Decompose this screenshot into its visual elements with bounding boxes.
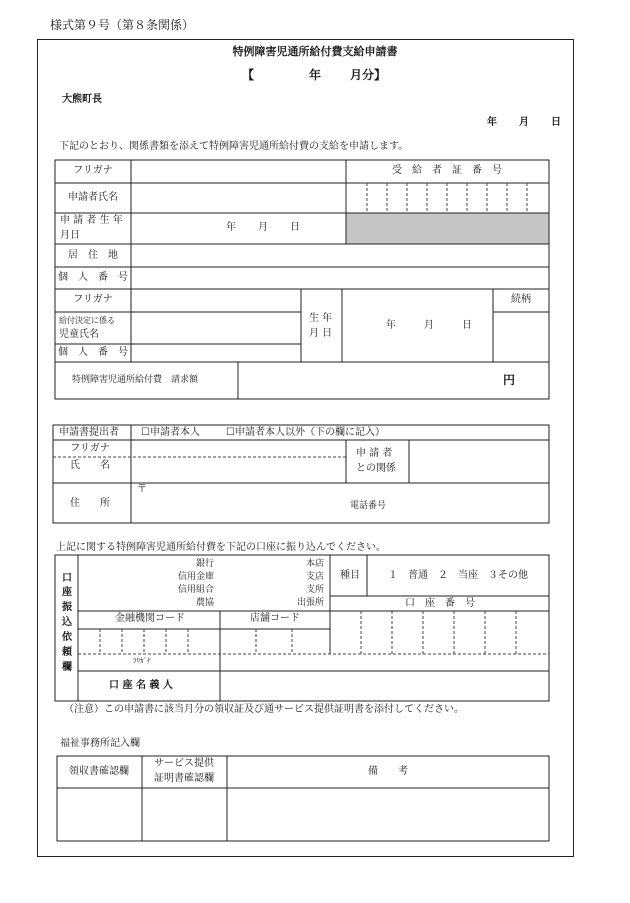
submitter-label: 申請書提出者 xyxy=(59,427,119,438)
bank-side-label-2: 振 xyxy=(62,602,72,613)
applicant-birth-day: 日 xyxy=(290,222,300,233)
office-section-label: 福祉事務所記入欄 xyxy=(60,738,140,749)
form-title: 特例障害児通所給付費支給申請書 xyxy=(232,45,398,58)
intro-text: 下記のとおり、関係書類を添えて特例障害児通所給付費の支給を申請します。 xyxy=(59,141,409,152)
applicant-address-label: 居 住 地 xyxy=(68,250,118,261)
child-relation-label: 続柄 xyxy=(511,294,531,305)
bank-side-label-0: 口 xyxy=(62,573,72,584)
applicant-furigana-label: フリガナ xyxy=(73,165,113,176)
institution-type-shinkin: 信用金庫 xyxy=(177,572,214,582)
month-line-open: 【 xyxy=(242,68,255,82)
claim-label: 特例障害児通所給付費 請求額 xyxy=(72,375,199,385)
child-birth-label-1: 生 年 xyxy=(309,313,333,324)
form-number: 様式第９号（第８条関係） xyxy=(50,18,195,32)
child-furigana-label: フリガナ xyxy=(73,294,113,305)
institution-type-bank: 銀行 xyxy=(195,559,214,569)
account-number-label: 口 座 番 号 xyxy=(405,598,475,609)
claim-currency: 円 xyxy=(503,373,516,387)
applicant-birth-year: 年 xyxy=(226,222,236,233)
bank-side-label-6: 欄 xyxy=(62,662,72,673)
child-birth-month: 月 xyxy=(424,320,434,331)
institution-type-shinkumi: 信用組合 xyxy=(177,585,214,595)
applicant-birth-label-2: 月日 xyxy=(60,230,80,241)
account-type-options[interactable]: １ 普通 ２ 当座 ３その他 xyxy=(388,570,528,581)
branch-type-office: 出張所 xyxy=(296,598,324,608)
bank-intro: 上記に関する特例障害児通所給付費を下記の口座に振り込んでください。 xyxy=(56,542,386,553)
recipient-cert-label: 受 給 者 証 番 号 xyxy=(392,165,502,176)
date-month: 月 xyxy=(519,117,529,128)
submitter-option-self[interactable]: ☐申請者本人 xyxy=(141,427,200,438)
date-year: 年 xyxy=(487,117,497,128)
submitter-option-other[interactable]: ☐申請者本人以外（下の欄に記入） xyxy=(226,427,385,438)
child-birth-day: 日 xyxy=(462,320,472,331)
applicant-birth-month: 月 xyxy=(258,222,268,233)
submitter-furigana-label: フリガナ xyxy=(70,443,110,454)
remarks-label: 備 考 xyxy=(368,766,408,777)
institution-code-label: 金融機関コード xyxy=(115,613,185,624)
branch-code-label: 店舗コード xyxy=(250,613,300,624)
note-text: （注意）この申請書に該当月分の領収証及び通サービス提供証明書を添付してください。 xyxy=(64,704,464,715)
month-line-year: 年 xyxy=(309,68,322,82)
institution-type-nokyo: 農協 xyxy=(195,598,214,608)
child-name-label-1: 給付決定に係る xyxy=(59,316,115,325)
bank-side-label-4: 依 xyxy=(62,632,72,643)
submitter-relation-label-2: との関係 xyxy=(356,463,396,474)
branch-type-subbranch: 支所 xyxy=(305,585,324,595)
receipt-check-label: 領収書確認欄 xyxy=(69,766,129,777)
applicant-birth-label-1: 申 請 者 生 年 xyxy=(60,215,123,226)
bank-side-label-1: 座 xyxy=(62,587,72,598)
branch-type-main: 本店 xyxy=(305,559,324,569)
submitter-relation-label-1: 申 請 者 xyxy=(356,448,393,459)
branch-type-branch: 支店 xyxy=(305,572,324,582)
applicant-id-label: 個 人 番 号 xyxy=(58,272,128,283)
account-type-label: 種目 xyxy=(340,570,360,581)
submitter-name-label: 氏 名 xyxy=(70,460,110,471)
service-check-label-1: サービス提供 xyxy=(154,758,214,769)
child-birth-label-2: 月 日 xyxy=(309,328,333,339)
month-line-month: 月分】 xyxy=(350,68,387,82)
bank-side-label-5: 頼 xyxy=(62,647,72,658)
postal-mark: 〒 xyxy=(137,484,147,495)
date-day: 日 xyxy=(551,117,561,128)
addressee: 大熊町長 xyxy=(62,94,102,105)
holder-furigana-label: ﾌﾘｶﾞﾅ xyxy=(133,657,151,665)
holder-label: 口 座 名 義 人 xyxy=(109,680,173,691)
child-name-label-2: 児童氏名 xyxy=(59,329,99,340)
service-check-label-2: 証明書確認欄 xyxy=(154,773,214,784)
submitter-address-label: 住 所 xyxy=(70,498,110,509)
child-birth-year: 年 xyxy=(386,320,396,331)
bank-side-label-3: 込 xyxy=(62,617,72,628)
phone-label: 電話番号 xyxy=(350,501,387,511)
child-id-label: 個 人 番 号 xyxy=(58,347,128,358)
applicant-name-label: 申請者氏名 xyxy=(68,192,118,203)
